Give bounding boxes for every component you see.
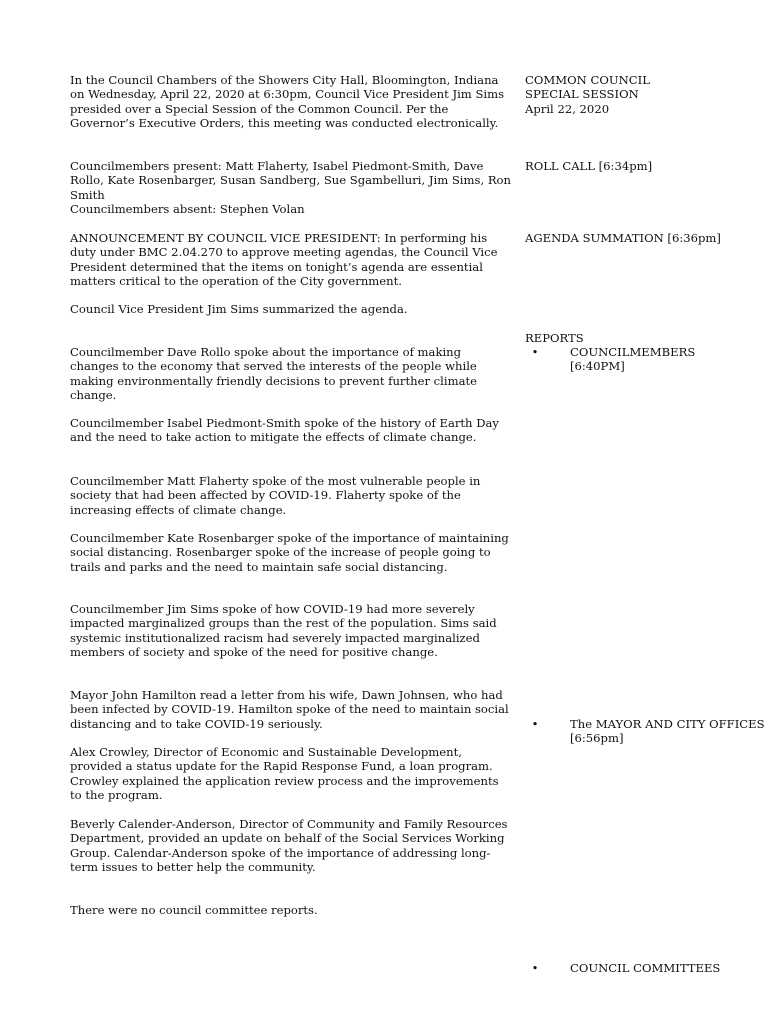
committees-heading: COUNCIL COMMITTEES: [570, 960, 721, 975]
session-header: [525, 73, 755, 116]
bullet-councilmembers: [525, 345, 750, 374]
session-header-line-1: COMMON COUNCIL: [525, 73, 650, 87]
crowley-report: Alex Crowley, Director of Economic and Sustainable Development, provided a status update for the Rapid Response Fund, a loan program. Crowley explained the application review process and the improvements to the program.: [70, 745, 499, 803]
mayor-heading: The MAYOR AND CITY OFFICES [6:56pm]: [570, 716, 765, 746]
agenda-summary-paragraph: Council Vice President Jim Sims summarized the agenda.: [70, 302, 408, 316]
flaherty-report: Councilmember Matt Flaherty spoke of the most vulnerable people in society that had been affected by COVID-19. Flaherty spoke of the increasing effects of climate change.: [70, 474, 481, 517]
calender-anderson-report: Beverly Calender-Anderson, Director of Community and Family Resources Department, provided an update on behalf of the Social Services Working Group. Calendar-Anderson spoke of the importance of addressing long-term issues to better help the community.: [70, 817, 508, 875]
piedmont-smith-report: Councilmember Isabel Piedmont-Smith spoke of the history of Earth Day and the need to take action to mitigate the effects of climate change.: [70, 416, 499, 445]
announcement-paragraph: ANNOUNCEMENT BY COUNCIL VICE PRESIDENT: In performing his duty under BMC 2.04.270 to approve meeting agendas, the Council Vice President determined that the items on tonight’s agenda are essential matters critical to the operation of the City government.: [70, 231, 498, 289]
agenda-summation-heading: AGENDA SUMMATION [6:36pm]: [525, 231, 721, 245]
members-absent: Councilmembers absent: Stephen Volan: [70, 202, 305, 217]
reports-heading: REPORTS: [525, 331, 584, 345]
session-header-line-2: SPECIAL SESSION: [525, 87, 639, 102]
members-present: Councilmembers present: Matt Flaherty, Isabel Piedmont-Smith, Dave Rollo, Kate Rosenbarger, Susan Sandberg, Sue Sgambelluri, Jim Sims, Ron Smith: [70, 159, 512, 202]
mayor-report: Mayor John Hamilton read a letter from his wife, Dawn Johnsen, who had been infected by COVID-19. Hamilton spoke of the need to maintain social distancing and to take COVID-19 seriously.: [70, 688, 509, 731]
bullet-dot: •: [531, 716, 539, 731]
roll-call-heading: ROLL CALL [6:34pm]: [525, 159, 653, 173]
councilmembers-heading: COUNCILMEMBERS [6:40PM]: [570, 345, 696, 374]
session-header-date: April 22, 2020: [525, 101, 610, 116]
rosenbarger-report: Councilmember Kate Rosenbarger spoke of the importance of maintaining social distancing. Rosenbarger spoke of the increase of people going to trails and parks and the need to maintain safe social distancing.: [70, 531, 509, 574]
bullet-dot: •: [531, 960, 539, 975]
bullet-dot: •: [531, 345, 539, 359]
sims-report: Councilmember Jim Sims spoke of how COVID-19 had more severely impacted marginalized groups than the rest of the population. Sims said systemic institutionalized racism had severely impacted marginalized members of society and spoke of the need for positive change.: [70, 602, 497, 660]
intro-paragraph: In the Council Chambers of the Showers City Hall, Bloomington, Indiana on Wednesday, April 22, 2020 at 6:30pm, Council Vice President Jim Sims presided over a Special Session of the Common Council. Per the Governor’s Executive Orders, this meeting was conducted electronically.: [70, 73, 505, 131]
rollo-report: Councilmember Dave Rollo spoke about the importance of making changes to the economy that served the interests of the people while making environmentally friendly decisions to prevent further climate change.: [70, 345, 478, 403]
committee-reports-paragraph: There were no council committee reports.: [70, 903, 318, 917]
attendance-block: [70, 159, 512, 217]
bullet-mayor: [525, 717, 770, 746]
bullet-committees: [525, 961, 770, 975]
